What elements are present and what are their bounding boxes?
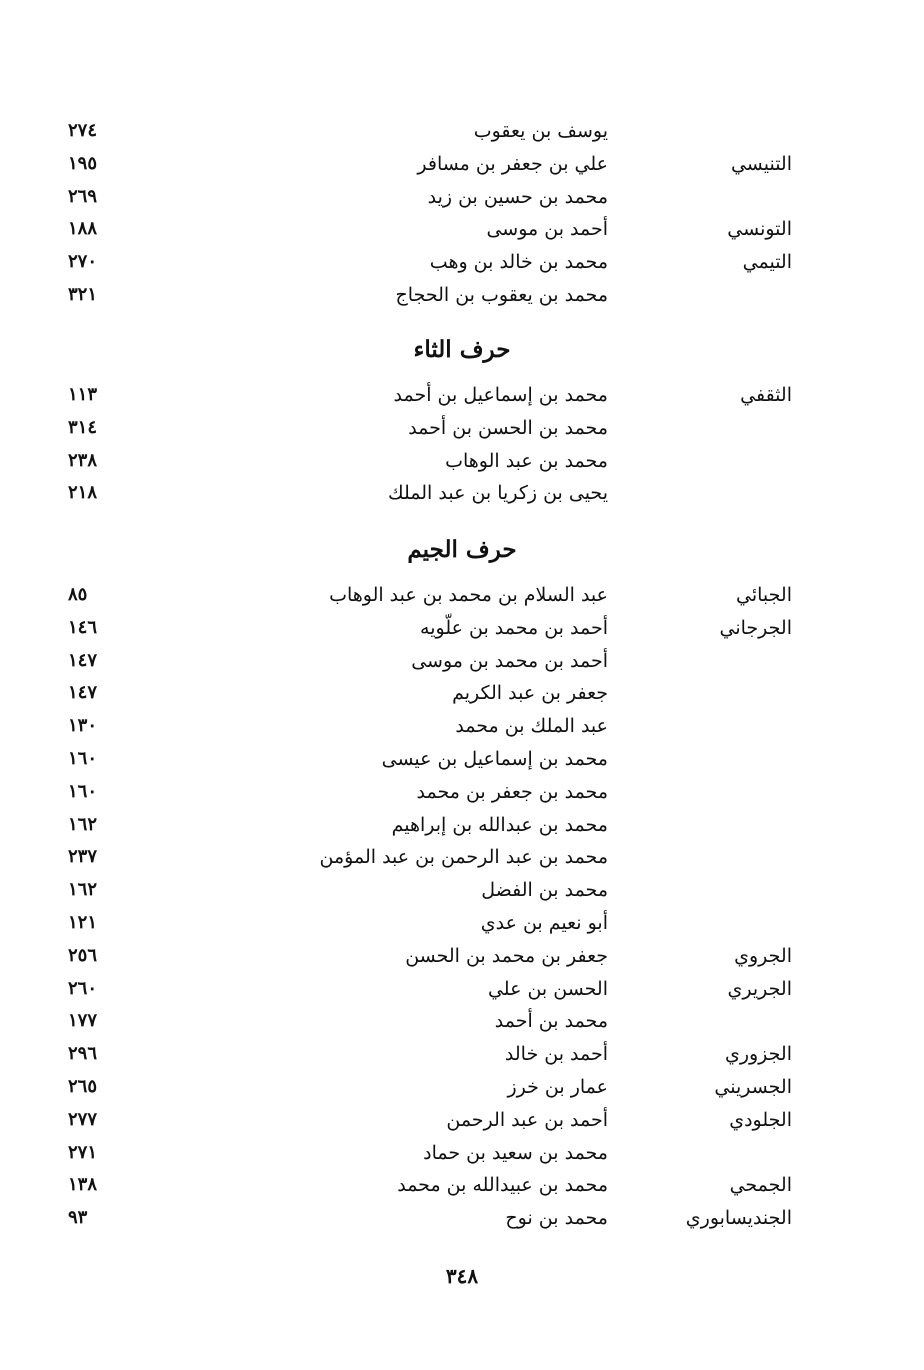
index-entry — [0, 677, 924, 710]
entry-page-number: ٢٧٠ — [68, 251, 98, 273]
entry-page-number: ١٨٨ — [68, 218, 98, 240]
entry-page-number: ١٦٢ — [68, 879, 98, 901]
index-entry — [0, 940, 924, 973]
entry-nisba: التيمي — [742, 251, 792, 274]
entry-page-number: ٢٧٤ — [68, 120, 98, 141]
entry-name: عمار بن خرز — [507, 1075, 608, 1098]
index-entry — [0, 213, 924, 246]
entry-nisba: الجنديسابوري — [685, 1207, 792, 1230]
entry-nisba: الجسريني — [714, 1075, 792, 1098]
entry-name: محمد بن عبد الرحمن بن عبد المؤمن — [319, 846, 608, 869]
entry-nisba: الجمحي — [729, 1174, 792, 1197]
entry-page-number: ١٦٢ — [68, 813, 98, 835]
index-entry — [0, 412, 924, 445]
entry-name: محمد بن الفضل — [481, 879, 608, 902]
entry-page-number: ٢٥٦ — [68, 944, 98, 966]
entry-nisba: الجلودي — [729, 1108, 792, 1131]
entry-name: أحمد بن عبد الرحمن — [446, 1108, 608, 1131]
index-entry — [0, 973, 924, 1006]
entry-name: أحمد بن موسى — [486, 218, 608, 241]
entry-nisba: الثقفي — [740, 384, 792, 406]
index-entry — [0, 379, 924, 412]
entry-nisba: الجبائي — [736, 584, 792, 606]
entry-page-number: ١٢١ — [68, 911, 98, 933]
entry-page-number: ٢٣٧ — [68, 846, 98, 868]
index-entry — [0, 841, 924, 874]
entry-page-number: ١٣٨ — [68, 1174, 98, 1196]
entry-name: محمد بن عبد الوهاب — [445, 449, 608, 472]
entry-name: عبد السلام بن محمد بن عبد الوهاب — [329, 584, 608, 606]
entry-name: أحمد بن محمد بن علّويه — [420, 616, 608, 639]
index-entry — [0, 1137, 924, 1170]
entry-name: محمد بن أحمد — [494, 1010, 608, 1033]
entry-page-number: ٢٦٠ — [68, 977, 98, 999]
entry-name: أبو نعيم بن عدي — [480, 911, 608, 934]
index-entry — [0, 115, 924, 148]
entry-name: محمد بن خالد بن وهب — [429, 251, 608, 274]
entry-name: محمد بن يعقوب بن الحجاج — [395, 283, 608, 306]
entry-name: علي بن جعفر بن مسافر — [417, 152, 608, 175]
entry-name: يحيى بن زكريا بن عبد الملك — [387, 482, 608, 505]
entry-name: جعفر بن محمد بن الحسن — [405, 944, 608, 967]
index-entry — [0, 181, 924, 214]
entry-name: محمد بن عبيدالله بن محمد — [397, 1174, 608, 1197]
section-tha — [0, 379, 924, 510]
index-entry — [0, 874, 924, 907]
entry-nisba: التونسي — [727, 218, 792, 241]
entry-page-number: ١٧٧ — [68, 1010, 98, 1032]
index-entry — [0, 907, 924, 940]
index-entry — [0, 1169, 924, 1202]
index-entry — [0, 445, 924, 478]
index-entry — [0, 1005, 924, 1038]
entry-page-number: ١٦٠ — [68, 747, 98, 769]
entry-name: محمد بن نوح — [505, 1207, 608, 1230]
entry-name: محمد بن حسين بن زيد — [427, 185, 608, 208]
entry-page-number: ٢١٨ — [68, 482, 98, 504]
entry-name: يوسف بن يعقوب — [473, 120, 608, 142]
entry-page-number: ١٩٥ — [68, 152, 98, 174]
index-entry — [0, 1038, 924, 1071]
entry-page-number: ٣٢١ — [68, 283, 98, 305]
entry-name: محمد بن سعيد بن حماد — [423, 1141, 608, 1164]
index-entry — [0, 1071, 924, 1104]
entry-name: جعفر بن عبد الكريم — [452, 682, 608, 705]
section-heading-jim: حرف الجيم — [407, 536, 517, 563]
entry-nisba: الجروي — [734, 944, 792, 967]
entry-name: عبد الملك بن محمد — [455, 715, 608, 738]
entry-page-number: ١٦٠ — [68, 780, 98, 802]
index-entry — [0, 246, 924, 279]
entry-page-number: ٨٥ — [68, 584, 88, 605]
index-entry — [0, 148, 924, 181]
entry-name: محمد بن عبدالله بن إبراهيم — [391, 813, 608, 836]
index-entry — [0, 809, 924, 842]
entry-page-number: ٢٩٦ — [68, 1043, 98, 1065]
entry-page-number: ١٤٧ — [68, 649, 98, 671]
entry-nisba: الجزوري — [724, 1043, 792, 1066]
entry-nisba: التنيسي — [730, 152, 792, 175]
section-jim — [0, 579, 924, 1235]
index-entry — [0, 776, 924, 809]
entry-name: أحمد بن محمد بن موسى — [411, 649, 608, 672]
entry-name: محمد بن الحسن بن أحمد — [408, 416, 608, 439]
entry-page-number: ٢٣٨ — [68, 449, 98, 471]
index-entry — [0, 645, 924, 678]
entry-nisba: الجريري — [727, 977, 792, 1000]
entry-page-number: ١١٣ — [68, 384, 98, 405]
index-entry — [0, 279, 924, 312]
entry-page-number: ١٣٠ — [68, 715, 98, 737]
entry-page-number: ٢٧١ — [68, 1141, 98, 1163]
entry-name: محمد بن إسماعيل بن أحمد — [393, 384, 608, 406]
entry-name: محمد بن إسماعيل بن عيسى — [381, 747, 608, 770]
entry-name: الحسن بن علي — [487, 977, 608, 1000]
entry-page-number: ٢٧٧ — [68, 1108, 98, 1130]
entry-name: أحمد بن خالد — [504, 1043, 608, 1066]
page-number: ٣٤٨ — [445, 1264, 479, 1288]
index-entry — [0, 579, 924, 612]
entry-page-number: ٩٣ — [68, 1207, 88, 1229]
index-entry — [0, 477, 924, 510]
index-entry — [0, 743, 924, 776]
index-entry — [0, 1202, 924, 1235]
index-entry — [0, 1104, 924, 1137]
index-entry — [0, 710, 924, 743]
entry-page-number: ٢٦٩ — [68, 185, 98, 207]
index-entry — [0, 612, 924, 645]
entry-page-number: ٣١٤ — [68, 416, 98, 438]
section-continuation — [0, 115, 924, 312]
section-heading-tha: حرف الثاء — [413, 336, 511, 363]
entry-name: محمد بن جعفر بن محمد — [416, 780, 608, 803]
entry-nisba: الجرجاني — [719, 616, 792, 639]
entry-page-number: ١٤٧ — [68, 682, 98, 704]
entry-page-number: ٢٦٥ — [68, 1075, 98, 1097]
entry-page-number: ١٤٦ — [68, 616, 98, 638]
